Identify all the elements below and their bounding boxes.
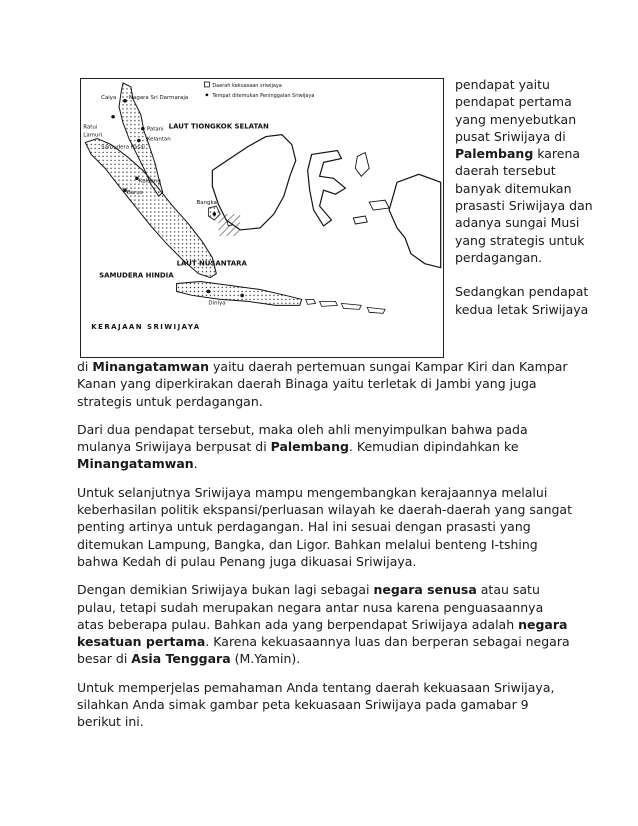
side-p1-end: karena daerah tersebut banyak ditemukan prasasti Sriwijaya dan adanya sungai Musi yang strategis untuk perdagangan. <box>455 146 593 265</box>
java-island <box>177 282 302 306</box>
side-p1-text: pendapat yaitu pendapat pertama yang menyebutkan pusat Sriwijaya di <box>455 77 577 144</box>
body-p2-mid: . Kemudian dipindahkan ke <box>348 439 519 455</box>
body-text <box>77 358 572 742</box>
borneo-hatch <box>218 214 240 236</box>
body-paragraph-5: Untuk memperjelas pemahaman Anda tentang daerah kekuasaan Sriwijaya, silahkan Anda simak gambar peta kekuasaan Sriwijaya pada gamabar 9 berikut ini. <box>77 679 555 730</box>
label-samudera-pasai: Samudera Pasai <box>101 144 145 151</box>
label-nagara: Nagara Sri Darmaraja <box>128 94 189 101</box>
map-title: KERAJAAN SRIWIJAYA <box>91 323 201 332</box>
body-paragraph-1 <box>77 358 572 410</box>
label-ratui: Ratui <box>83 124 98 131</box>
map-legend <box>204 82 314 99</box>
legend-area-label: Daerah kekuasaan sriwijaya <box>212 82 282 89</box>
label-caiya: Caiya <box>101 94 117 101</box>
site-marker <box>213 212 217 216</box>
label-barus: Barus <box>126 190 143 197</box>
label-sea-north: LAUT TIONGKOK SELATAN <box>168 122 269 131</box>
body-p2-pre: Dari dua pendapat tersebut, maka oleh ahli menyimpulkan bahwa pada mulanya Sriwijaya berpusat di <box>77 421 528 455</box>
sriwijaya-map <box>80 78 444 358</box>
body-paragraph-2 <box>77 421 572 473</box>
body-p4-pre: Dengan demikian Sriwijaya bukan lagi sebagai <box>77 582 374 598</box>
site-marker <box>111 115 115 119</box>
body-paragraph-4 <box>77 581 572 667</box>
body-p1-bold: Minangatamwan <box>92 359 210 374</box>
label-ocean: SAMUDERA HINDIA <box>99 271 174 280</box>
label-kelantan: Kelantan <box>146 136 171 143</box>
body-p1-rest: yaitu daerah pertemuan sungai Kampar Kiri dan Kampar Kanan yang diperkirakan daerah Binaga yaitu terletak di Jambi yang juga strategis untuk perdagangan. <box>77 359 568 409</box>
nusa-tenggara <box>306 299 385 313</box>
body-p2-bold1: Palembang <box>270 439 349 455</box>
site-marker <box>240 294 244 298</box>
papua-island <box>389 174 441 267</box>
side-column <box>455 76 605 318</box>
body-p2-bold2: Minangatamwan <box>77 456 194 472</box>
site-marker <box>207 290 211 294</box>
label-bangka: Bangka <box>196 200 217 207</box>
paragraph-gap <box>455 266 605 283</box>
side-paragraph-1 <box>455 76 605 266</box>
label-kaloang: Kaloang <box>138 178 161 185</box>
side-paragraph-2: Sedangkan pendapat kedua letak Sriwijaya <box>455 284 589 317</box>
legend-area-swatch <box>204 82 209 87</box>
body-p2-end: . <box>193 456 198 472</box>
body-p4-bold3: Asia Tenggara <box>131 651 231 667</box>
maluku-islands <box>353 152 389 223</box>
label-sea-south: LAUT NUSANTARA <box>176 259 247 268</box>
body-p4-bold1: negara senusa <box>373 582 477 598</box>
body-p4-bold2: negara kesatuan pertama <box>77 616 568 650</box>
body-paragraph-3: Untuk selanjutnya Sriwijaya mampu mengembangkan kerajaannya melalui keberhasilan politik ekspansi/perluasan wilayah ke daerah-daerah yang sangat penting artinya untuk perdagangan. Hal ini sesuai dengan prasasti yang ditemukan Lampung, Bangka, dan Ligor. Bahkan melalui benteng I-tshing bahwa Kedah di pulau Penang juga dikuasai Sriwijaya. <box>77 484 572 569</box>
body-p4-mid2: . Karena kekuasaannya luas dan berperan sebagai negara besar di <box>77 634 570 667</box>
site-marker <box>141 127 145 131</box>
legend-inscription-dot <box>206 93 209 96</box>
body-p1-pre: di <box>77 359 93 374</box>
site-marker <box>137 139 141 143</box>
body-p4-end: (M.Yamin). <box>230 651 301 667</box>
label-lamuri: Lamuri <box>83 132 103 139</box>
label-dinlya: Dinlya <box>208 300 226 307</box>
legend-inscription-label: Tempat ditemukan Peninggalan Sriwijaya <box>212 92 315 99</box>
sulawesi-island <box>308 150 346 225</box>
side-p1-bold: Palembang <box>455 146 534 162</box>
label-patani: Patani <box>146 126 164 133</box>
body-p4-mid1: atau satu pulau, tetapi sudah merupakan negara antar nusa karena penguasaannya atas beberapa pulau. Bahkan ada yang berpendapat Sriwijaya adalah <box>77 582 544 632</box>
site-marker <box>123 99 127 103</box>
